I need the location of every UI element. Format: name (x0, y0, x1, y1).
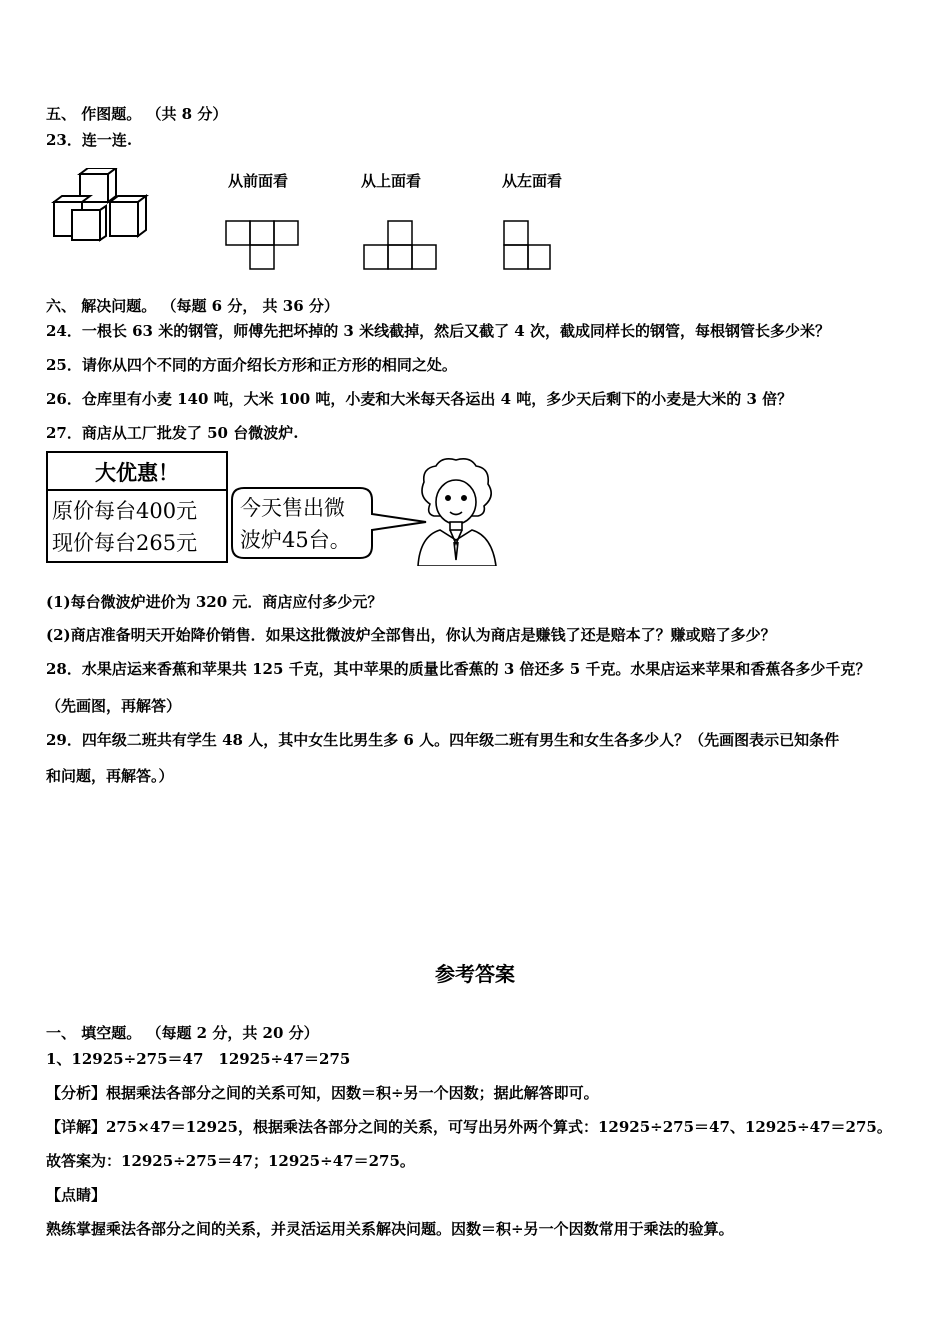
answers-section-heading: 一、 填空题。 （每题 2 分，共 20 分） (46, 1024, 319, 1042)
question-26: 26．仓库里有小麦 140 吨，大米 100 吨，小麦和大米每天各运出 4 吨，多少天后剩下的小麦是大米的 3 倍？ (46, 390, 793, 408)
bubble-line-1: 今天售出微 (240, 496, 345, 520)
answer-1-detail: 【详解】275×47＝12925，根据乘法各部分之间的关系，可写出另外两个算式：12925÷275＝47、12925÷47＝275。 (46, 1118, 892, 1136)
question-28-line-1: 28．水果店运来香蕉和苹果共 125 千克，其中苹果的质量比香蕉的 3 倍还多 5 千克。水果店运来苹果和香蕉各多少千克？ (46, 660, 871, 678)
answer-1-tip: 熟练掌握乘法各部分之间的关系，并灵活运用关系解决问题。因数＝积÷另一个因数常用于乘法的验算。 (46, 1220, 734, 1238)
question-25: 25．请你从四个不同的方面介绍长方形和正方形的相同之处。 (46, 356, 457, 374)
sale-current-price: 现价每台265元 (52, 531, 198, 555)
view-label-left: 从左面看 (502, 172, 563, 190)
question-29-line-1: 29．四年级二班共有学生 48 人，其中女生比男生多 6 人。四年级二班有男生和女生各多少人？（先画图表示已知条件 (46, 731, 840, 749)
sale-original-price: 原价每台400元 (52, 499, 198, 523)
answer-1: 1、12925÷275＝47 12925÷47＝275 (46, 1050, 351, 1068)
answer-1-tip-label: 【点睛】 (46, 1186, 107, 1204)
view-shape-t (224, 219, 304, 273)
question-29-line-2: 和问题，再解答。） (46, 767, 174, 785)
question-24: 24．一根长 63 米的钢管，师傅先把坏掉的 3 米线截掉，然后又截了 4 次，截成同样长的钢管，每根钢管长多少米？ (46, 322, 830, 340)
bubble-line-2: 波炉45台。 (240, 528, 351, 552)
question-23: 23．连一连. (46, 131, 133, 149)
question-27: 27．商店从工厂批发了 50 台微波炉. (46, 424, 299, 442)
section6-heading: 六、 解决问题。 （每题 6 分， 共 36 分） (46, 297, 339, 315)
sale-title: 大优惠！ (95, 461, 179, 485)
view-label-top: 从上面看 (361, 172, 422, 190)
question-27-part-1: (1)每台微波炉进价为 320 元．商店应付多少元？ (46, 593, 383, 611)
sale-divider (48, 489, 226, 491)
shopkeeper-illustration (410, 456, 500, 566)
question-27-part-2: (2)商店准备明天开始降价销售．如果这批微波炉全部售出，你认为商店是赚钱了还是赔本了？赚或赔了多少？ (46, 626, 776, 644)
view-shape-l (502, 219, 558, 273)
view-label-front: 从前面看 (228, 172, 289, 190)
section5-heading: 五、 作图题。 （共 8 分） (46, 105, 228, 123)
sale-sign (46, 451, 228, 563)
cube-stack-figure (50, 168, 150, 246)
view-shape-inverted-t (362, 219, 442, 273)
answers-title: 参考答案 (435, 962, 515, 986)
question-28-line-2: （先画图，再解答） (46, 697, 182, 715)
answer-1-conclusion: 故答案为：12925÷275＝47；12925÷47＝275。 (46, 1152, 415, 1170)
answer-1-analysis: 【分析】根据乘法各部分之间的关系可知，因数＝积÷另一个因数；据此解答即可。 (46, 1084, 599, 1102)
